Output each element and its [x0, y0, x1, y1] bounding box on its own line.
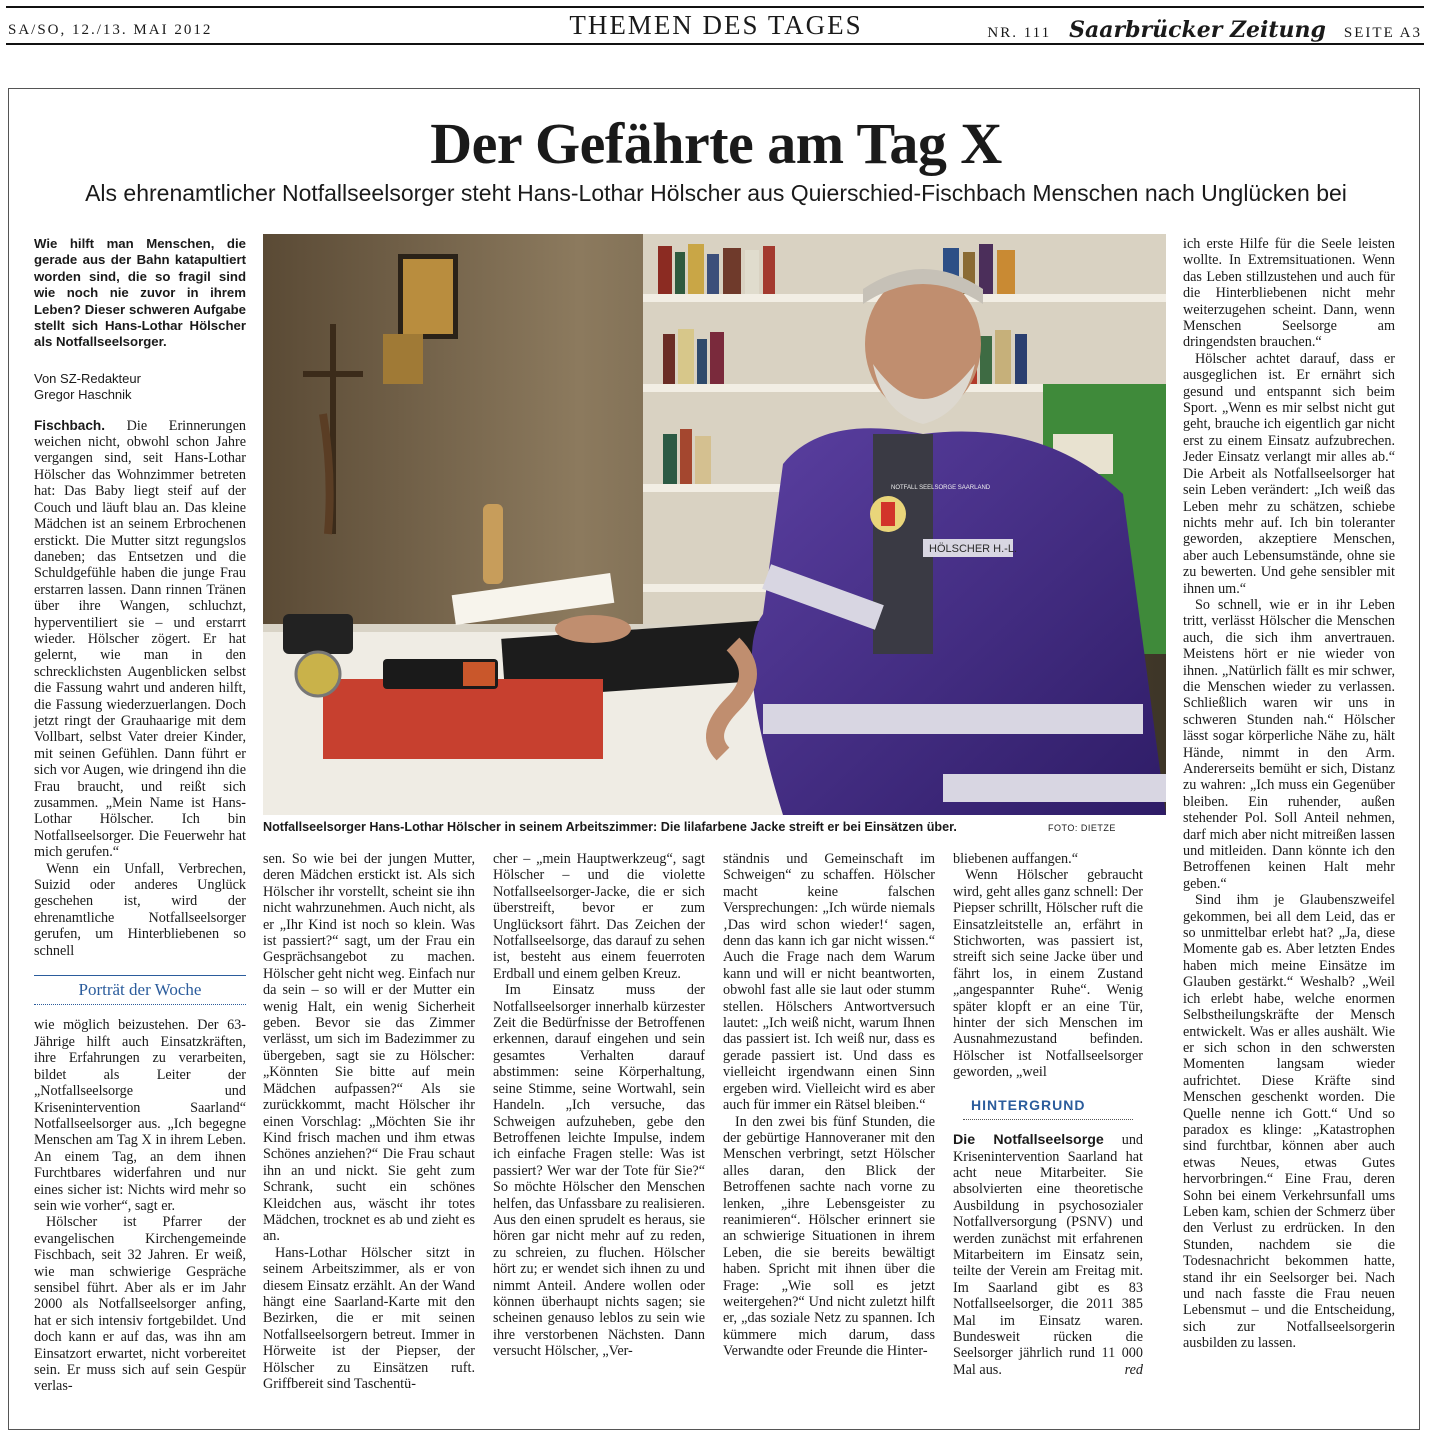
body-paragraph: In den zwei bis fünf Stunden, die der gebürtige Hannoveraner mit den Menschen verbringt, setzt Hölscher alles daran, den Blick der Betroffenen sachte nach vorne zu lenken, „ihre Lebensgeister zu reanimieren“. Hölscher erinnert sie an schwierige Situationen in ihrem Leben, die sie bereits bewältigt haben. Spricht mit ihnen über die Frage: „Wie soll es jetzt weitergehen?“ Und nicht zuletzt hilft er, „das soziale Netz zu spannen. Ich kümmere mich darum, dass Verwandte oder Freunde die Hinter- — [723, 1113, 935, 1360]
body-paragraph: Wenn ein Unfall, Verbrechen, Suizid oder anderes Unglück geschehen ist, wird der ehrenamtliche Notfallseelsorger gerufen, um Hinterbliebenen so schnell — [34, 860, 246, 959]
body-paragraph: ständnis und Gemeinschaft im Schweigen“ zu schaffen. Hölscher macht keine falschen Versprechungen: „Ich würde niemals ‚Das wird schon wieder!‘ sagen, denn das kann ich gar nicht wissen.“ Auch die Frage nach dem Warum kann und will er nicht beantworten, obwohl fast alle sie laut oder stumm stellen. Hölschers Antwortversuch lautet: „Ich weiß nicht, warum Ihnen das passiert ist. Ich weiß nur, dass es gerade passiert ist. Und dass es vielleicht irgendwann einen Sinn ergeben wird. Vielleicht wird es aber auch für immer ein Rätsel bleiben.“ — [723, 851, 935, 1114]
kicker-portrait-of-week: Porträt der Woche — [34, 975, 246, 1005]
hintergrund-text: und Krisenintervention Saarland hat acht neue Mitarbeiter. Sie absolvierten eine theoretische Ausbildung in psychosozialer Notfallversorgung (PSNV) und werden zunächst mit erfahrenen Mitarbeitern im Einsatz sein, teilte der Verein am Freitag mit. Im Saarland gibt es 83 Notfallseelsorger, die 2011 385 Mal im Einsatz waren. Bundesweit rücken die Seelsorger jährlich rund 11 000 Mal aus. — [953, 1132, 1144, 1378]
masthead-date: SA/SO, 12./13. MAI 2012 — [8, 22, 213, 38]
body-paragraph: ich erste Hilfe für die Seele leisten wollte. In Extremsituationen. Wenn das Leben stillzustehen und auch für die Hinterbliebenen nicht mehr weiterzugehen scheint. Dann, wenn Menschen Seelsorge am dringendsten brauchen.“ — [1183, 236, 1395, 351]
subhead: Als ehrenamtlicher Notfallseelsorger steht Hans-Lothar Hölscher aus Quierschied-Fischbach Menschen nach Unglücken bei — [85, 180, 1347, 206]
body-paragraph: bliebenen auffangen.“ — [953, 851, 1078, 867]
body-paragraph: wie möglich beizustehen. Der 63-Jährige hilft auch Einsatzkräften, ihre Erfahrungen zu verarbeiten, bildet als Leiter der „Notfallseelsorge und Krisenintervention Saarland“ Notfallseelsorger aus. „Ich begegne Menschen am Tag X in ihrem Leben. An einem Tag, an dem ihnen Furchtbares widerfahren und nur eines sicher ist: Nichts wird mehr so sein wie vorher“, sagt er. — [34, 1017, 246, 1214]
lead-paragraph: Wie hilft man Menschen, die gerade aus der Bahn katapultiert worden sind, die so fragil sind wie noch nie zuvor in ihrem Leben? Dieser schweren Aufgabe stellt sich Hans-Lothar Hölscher als Notfallseelsorger. — [34, 236, 246, 350]
body-paragraph: Hans-Lothar Hölscher sitzt in seinem Arbeitszimmer, als er von diesem Einsatz erzählt. An der Wand hängt eine Saarland-Karte mit den Bezirken, die er mit seinen Notfallseelsorgern betreut. Immer in Hörweite ist der Piepser, der Hölscher zu Einsätzen ruft. Griffbereit sind Taschentü- — [263, 1244, 475, 1392]
byline-line-1: Von SZ-Redakteur — [34, 370, 141, 386]
masthead-rule-top — [6, 6, 1424, 8]
hintergrund-signature: red — [1124, 1361, 1143, 1378]
body-paragraph: cher – „mein Hauptwerkzeug“, sagt Hölscher – und die violette Notfallseelsorger-Jacke, die er sich überstreift, bevor er zum Unglücksort fährt. Das Zeichen der Notfallseelsorge, das darauf zu sehen ist, besteht aus einem feuerroten Erdball und einem gelben Kreuz. — [493, 851, 705, 982]
body-paragraph: Hölscher achtet darauf, dass er ausgeglichen ist. Er ernährt sich gesund und entspannt sich beim Sport. „Wenn es mir selbst nicht gut geht, brauche ich eigentlich gar nicht erst zu einem Einsatz aufzubrechen. Jeder Einsatz verlangt mir alles ab.“ Die Arbeit als Notfallseelsorger hat sein Leben verändert: „Ich weiß das Leben mehr zu schätzen, schiebe nichts mehr auf. Ich bin toleranter geworden, akzeptiere Menschen, aber auch Lebensumstände, ohne sie zu bewerten. Und gehe sensibler mit ihnen um.“ — [1183, 350, 1395, 597]
name-tag: HÖLSCHER H.-L. — [929, 543, 1018, 555]
hintergrund-body — [953, 1132, 1143, 1378]
column-1 — [34, 236, 246, 1395]
masthead-paper-logo: Saarbrücker Zeitung — [1069, 17, 1326, 43]
column-6 — [1183, 236, 1395, 1352]
badge-text: NOTFALL SEELSORGE SAARLAND — [891, 485, 991, 491]
column-5 — [953, 851, 1143, 1378]
body-paragraph: So schnell, wie er in ihr Leben tritt, verlässt Hölscher die Menschen auch, die sich ihm anvertrauen. Meistens hört er nie wieder von ihnen. „Natürlich fällt es mir schwer, die Menschen wieder zu verlassen. Schließlich waren wir uns in schweren Stunden nah.“ Hölscher lässt sogar körperliche Nähe zu, hält Hände, nimmt in den Arm. Andererseits bemüht er sich, Distanz zu wahren: „Ich muss ein Gegenüber bleiben. Ein ruhender, außen stehender Pol. Soll Anteil nehmen, darf mich aber nicht mitreißen lassen und mitleiden. Dann könnte ich den Betroffenen keinen Halt mehr geben.“ — [1183, 596, 1395, 892]
body-text: Die Erinnerungen weichen nicht, obwohl schon Jahre vergangen sind, seit Hans-Lothar Hölscher das Wohnzimmer betreten hat: Das Baby liegt steif auf der Couch und läuft blau an. Das kleine Mädchen ist an seinem Erbrochenen erstickt. Die Mutter sitzt regungslos daneben; das Entsetzen und die Schuldgefühle haben die junge Frau erstarren lassen. Dann rinnen Tränen über ihre Wangen, schluchzt, hyperventiliert sie – und erstarrt wieder. Hölscher zögert. Er hat gelernt, wie man in den schrecklichsten Augenblicken selbst die Fassung wahrt und anderen hilft, die Fassung wiederzuerlangen. Doch jetzt ringt der Grauhaarige mit dem Vollbart, selbst Vater dreier Kinder, mit seinen Gefühlen. Dann führt er sich vor Augen, wie dringend ihn die Frau braucht, und reißt sich zusammen. „Mein Name ist Hans-Lothar Hölscher. Ich bin Notfallseelsorger. Die Feuerwehr hat mich gerufen.“ — [34, 417, 246, 861]
masthead-rule-bottom — [6, 43, 1424, 45]
byline-author: Gregor Haschnik — [34, 387, 132, 403]
body-paragraph: Im Einsatz muss der Notfallseelsorger innerhalb kürzester Zeit die Bedürfnisse der Betroffenen erkennen, darauf eingehen und sein gesamtes Verhalten darauf abstimmen: seine Körperhaltung, seine Stimme, seine Wortwahl, sein Handeln. „Ich versuche, das Schweigen aufzuheben, gebe den Betroffenen leichte Impulse, indem ich einfache Fragen stelle: Was ist passiert? Wer war der Tote für Sie?“ So möchte Hölscher den Menschen helfen, das Unfassbare zu realisieren. Aus den einen sprudelt es heraus, sie hören gar nicht mehr auf zu reden, zu schreien, zu fluchen. Hölscher hört zu; er wendet sich ihnen zu und nimmt Anteil. Andere wollen oder können überhaupt nichts sagen; sie scheinen genauso leblos zu sein wie ihre verstorbenen Nächsten. Dann versucht Hölscher, „Ver- — [493, 982, 705, 1360]
body-paragraph: Sind ihm je Glaubenszweifel gekommen, bei all dem Leid, das er so unmittelbar erlebt hat? „Ja, diese Momente gab es. Aber letzten Endes haben mich meine Einsätze im Glauben gestärkt.“ Weshalb? „Weil ich erlebt habe, welche enormen Selbstheilungskräfte der Mensch entwickelt. Was er alles aushält. Wie er sich schon in den schwersten Momenten langsam wieder aufrichtet. Diese Kräfte sind Menschen geschenkt worden. Die Quelle nenne ich Gott.“ Und so paradox es klinge: „Katastrophen sind furchtbar, können aber auch etwas Neues, etwas Gutes hervorbringen.“ Eine Frau, deren Sohn bei einem Verkehrsunfall ums Leben kam, schien der Schmerz über den Verlust zu erdrücken. In den Stunden, nachdem sie die Todesnachricht bekommen hatte, stand ihr ein Seelsorger bei. Nach und nach fasste die Frau neuen Lebensmut – und die Entscheidung, sich zur Notfallseelsorgerin ausbilden zu lassen. — [1183, 892, 1395, 1352]
hintergrund-box — [953, 1097, 1143, 1379]
column-2 — [263, 851, 475, 1392]
article-photo — [263, 234, 1166, 815]
photo-caption: Notfallseelsorger Hans-Lothar Hölscher in seinem Arbeitszimmer: Die lilafarbene Jacke streift er bei Einsätzen über. — [263, 820, 957, 834]
masthead-right — [987, 17, 1422, 43]
photo-illustration — [263, 234, 1166, 815]
dateline: Fischbach. — [34, 417, 106, 433]
body-paragraph — [34, 418, 246, 861]
body-paragraph: sen. So wie bei der jungen Mutter, deren Mädchen erstickt ist. Als sich Hölscher ihr vorstellt, scheint sie ihn nicht wahrzunehmen. Auch nicht, als er „Ihr Kind ist noch so klein. Was ist passiert?“ sagt, um der Frau ein Gesprächsangebot zu machen. Hölscher geht nicht weg. Einfach nur da sein – so will er der Mutter ein wenig Halt, ein wenig Sicherheit geben. Bevor sie das Zimmer verlässt, um sich im Badezimmer zu übergeben, sagt sie zu Hölscher: „Könnten Sie bitte auf mein Mädchen aufpassen?“ Als sie zurückkommt, macht Hölscher ihr einen Vorschlag: „Möchten Sie ihr Kind frisch machen und ihm etwas Schönes anziehen?“ Die Frau schaut ihn an und nickt. Sie geht zum Schrank, sucht ein schönes Kleidchen aus, wäscht ihr totes Mädchen, trocknet es ab und zieht es an. — [263, 851, 475, 1245]
headline: Der Gefährte am Tag X — [430, 111, 1002, 176]
column-3 — [493, 851, 705, 1360]
masthead-section: THEMEN DES TAGES — [569, 10, 863, 40]
masthead-page: SEITE A3 — [1343, 25, 1422, 41]
body-paragraph: Hölscher ist Pfarrer der evangelischen Kirchengemeinde Fischbach, seit 32 Jahren. Er weiß, wie man schwierige Gespräche sensibel führt. Aber als er im Jahr 2000 als Notfallseelsorger anfing, hat er sich intensiv fortgebildet. Und doch kann er auf das, was ihn am Einsatzort erwartet, nicht vorbereitet sein. Er muss sich auf sein Gespür verlas- — [34, 1214, 246, 1395]
column-4 — [723, 851, 935, 1360]
hintergrund-title: HINTERGRUND — [963, 1097, 1133, 1120]
masthead-issue: NR. 111 — [987, 25, 1052, 41]
body-paragraph: Wenn Hölscher gebraucht wird, geht alles ganz schnell: Der Piepser schrillt, Hölscher ruft die Einsatzleitstelle an, erfährt in Stichworten, was passiert ist, streift sich seine Jacke über und fährt los, in einem Zustand „angespannter Ruhe“. Wenig später klopft er an eine Tür, hinter der sich Menschen im Ausnahmezustand befinden. Hölscher ist Notfallseelsorger geworden, „weil — [953, 867, 1143, 1081]
photo-credit: FOTO: DIETZE — [1048, 823, 1116, 833]
hintergrund-lead: Die Notfallseelsorge — [953, 1132, 1104, 1149]
byline — [34, 371, 246, 404]
